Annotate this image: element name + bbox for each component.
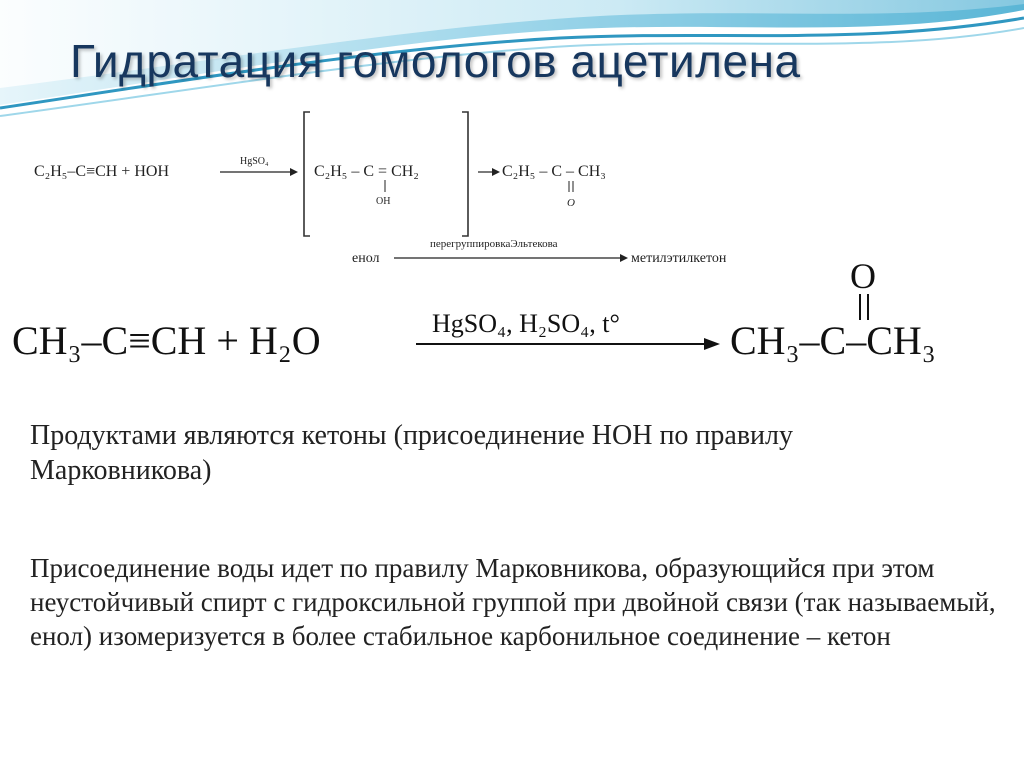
ketone-formula: C₂H₅ – C – CH₃ — [502, 163, 606, 180]
markovnikov-explanation-text: Присоединение воды идет по правилу Марковникова, образующийся при этом неустойчивый спирт с гидроксильной группой при двойной связи (так называемый, енол) изомеризуется в более стабильное карбонильное соединение – кетон — [30, 553, 996, 651]
reaction2-arrowhead — [704, 338, 720, 350]
label-methyl-ethyl-ketone: метилэтилкетон — [631, 251, 727, 266]
label-enol: енол — [352, 251, 380, 266]
slide-title: Гидратация гомологов ацетилена — [70, 35, 801, 87]
reaction-butyne-hydration — [30, 104, 800, 274]
reaction2-product: CH₃–C–CH₃ — [730, 318, 936, 363]
label-eltekov-rearrangement: перегруппировкаЭльтекова — [430, 238, 558, 250]
reaction-propyne-hydration — [12, 258, 1012, 383]
reaction1-catalyst: HgSO₄ — [240, 156, 269, 167]
left-bracket — [304, 112, 310, 236]
right-bracket — [462, 112, 468, 236]
reaction1-arrowhead-2 — [492, 168, 500, 176]
ketone-oxygen: O — [567, 197, 575, 209]
reaction2-conditions: HgSO₄, H₂SO₄, t° — [432, 309, 620, 338]
reaction1-reactants: C₂H₅–C≡CH + HOH — [34, 163, 169, 180]
reaction2-reactants: CH₃–C≡CH + H₂O — [12, 318, 321, 363]
enol-oh-group: OH — [376, 196, 391, 207]
ketone-products-text: Продуктами являются кетоны (присоединение НОН по правилу Марковникова) — [30, 420, 794, 486]
enol-formula: C₂H₅ – C = CH₂ — [314, 163, 419, 180]
reaction1-arrowhead-1 — [290, 168, 298, 176]
carbonyl-oxygen: O — [850, 258, 876, 296]
